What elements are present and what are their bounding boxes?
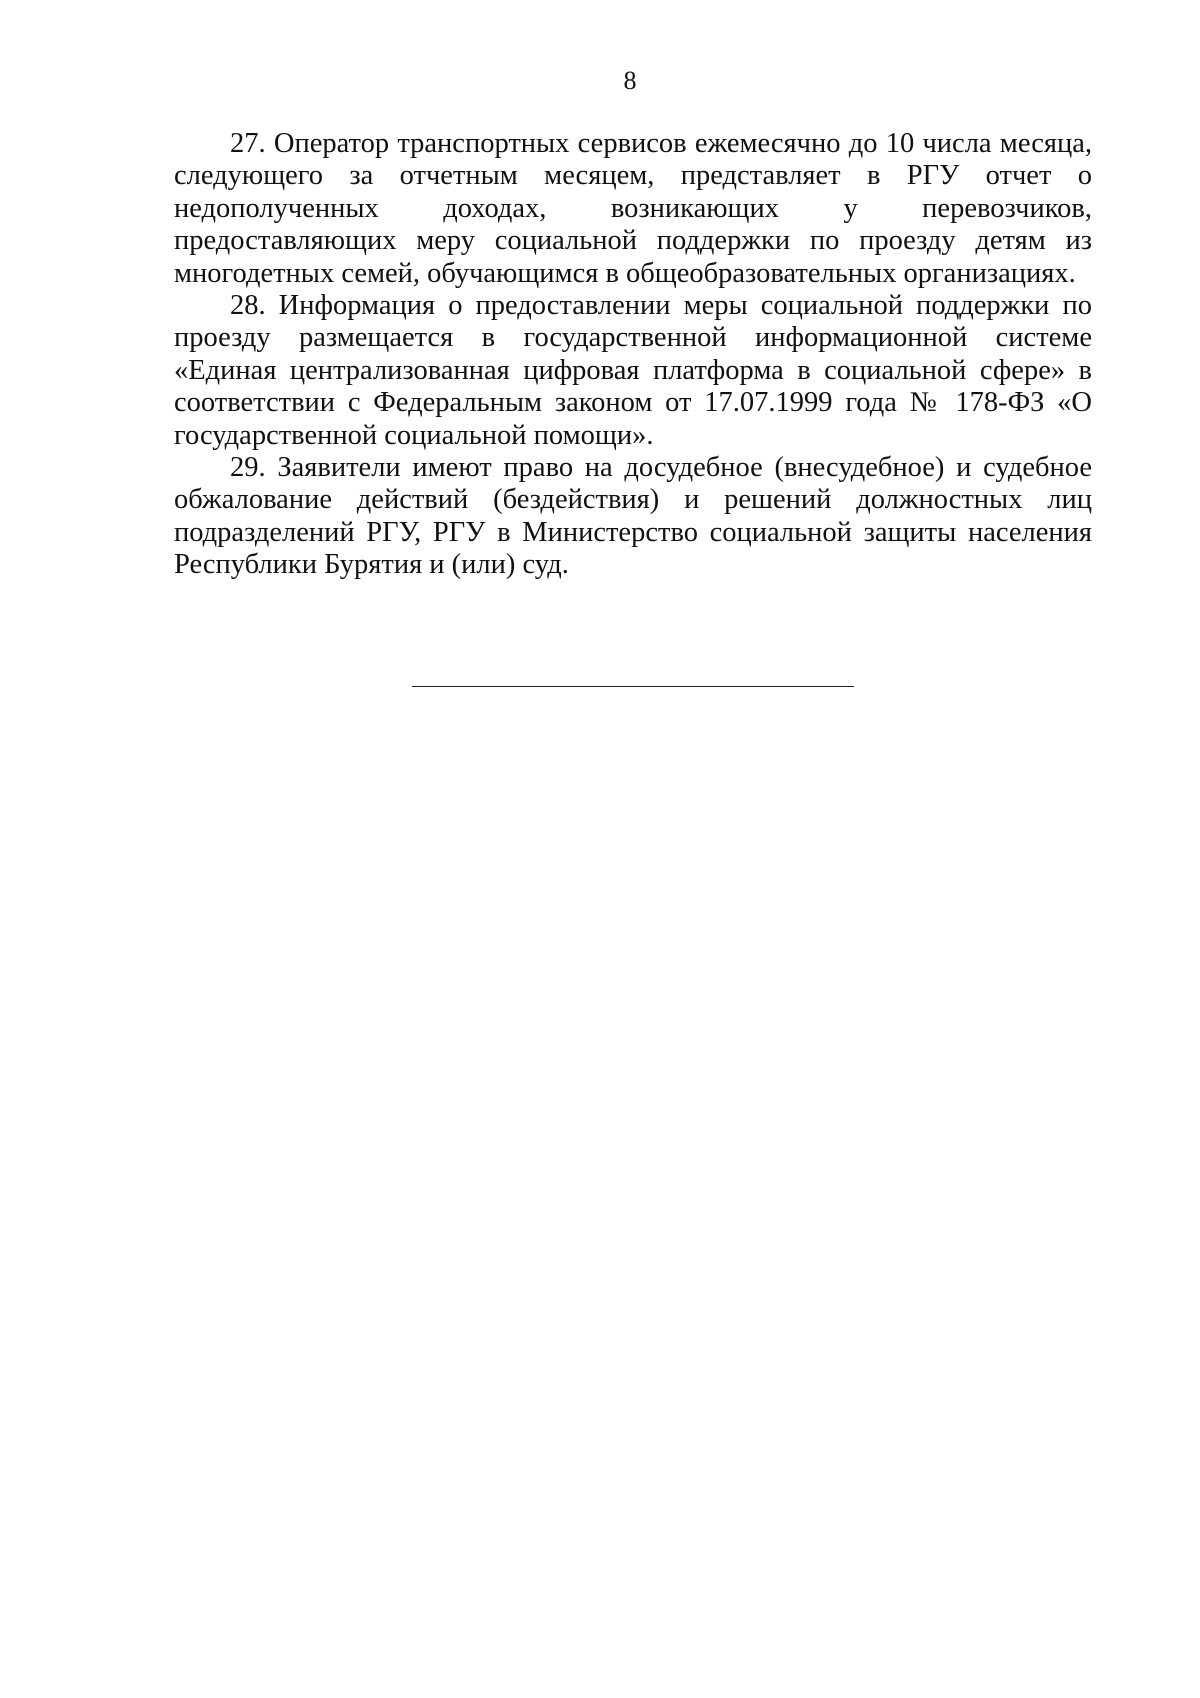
page-number: 8 <box>623 66 637 95</box>
document-body <box>174 128 1092 582</box>
paragraph-27: 27. Оператор транспортных сервисов ежемесячно до 10 числа месяца, следующего за отчетным месяцем, представляет в РГУ отчет о недополученных доходах, возникающих у перевозчиков, предоставляющих меру социальной поддержки по проезду детям из многодетных семей, обучающимся в общеобразовательных организациях. <box>174 128 1092 289</box>
end-divider-line <box>412 686 854 687</box>
paragraph-28: 28. Информация о предоставлении меры социальной поддержки по проезду размещается в государственной информационной системе «Единая централизованная цифровая платформа в социальной сфере» в соответствии с Федеральным законом от 17.07.1999 года № 178-ФЗ «О государственной социальной помощи». <box>174 290 1092 451</box>
paragraph-29: 29. Заявители имеют право на досудебное (внесудебное) и судебное обжалование действий (бездействия) и решений должностных лиц подразделений РГУ, РГУ в Министерство социальной защиты населения Республики Бурятия и (или) суд. <box>174 452 1092 581</box>
